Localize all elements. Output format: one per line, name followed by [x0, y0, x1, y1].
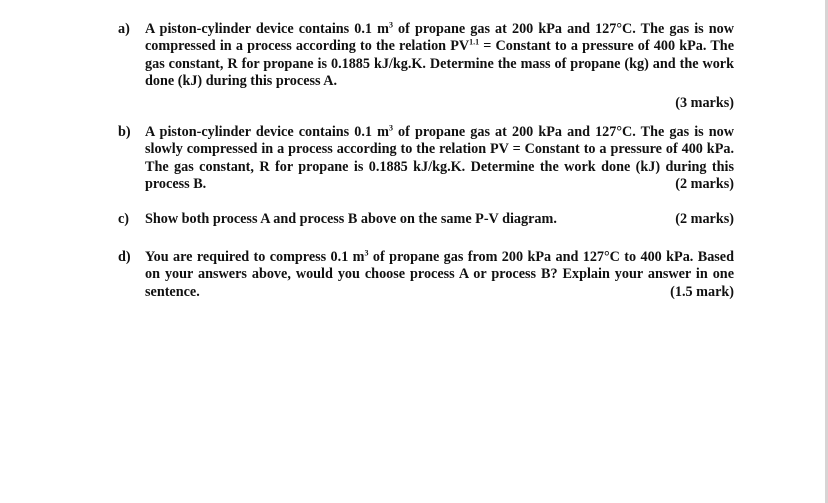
- question-d: [118, 249, 734, 301]
- superscript: 3: [388, 123, 393, 133]
- text: compressed in a process according to the relation PV: [145, 38, 470, 55]
- question-label: b): [118, 124, 131, 140]
- text: A piston-cylinder device contains 0.1 m: [145, 124, 389, 140]
- question-line: The gas constant, R for propane is 0.1885 kJ/kg.K. Determine the work done (kJ) during this: [145, 158, 734, 175]
- marks: (2 marks): [675, 175, 734, 192]
- text: A piston-cylinder device contains 0.1 m: [145, 21, 389, 37]
- question-line: [145, 38, 734, 55]
- question-a: [118, 21, 734, 112]
- superscript: 3: [388, 20, 393, 30]
- question-line: [145, 249, 734, 266]
- question-line: process B.: [145, 175, 207, 192]
- question-label: d): [118, 249, 131, 265]
- question-label: c): [118, 211, 130, 227]
- text: of propane gas from 200 kPa and 127°C to 400 kPa. Based: [368, 249, 734, 265]
- question-c: [118, 211, 734, 228]
- question-b: [118, 124, 734, 193]
- question-line: [145, 124, 734, 141]
- text: of propane gas at 200 kPa and 127°C. The gas is now: [392, 124, 734, 140]
- superscript: 3: [364, 248, 369, 258]
- marks: (3 marks): [675, 95, 734, 112]
- superscript: 1.1: [469, 37, 480, 47]
- text: You are required to compress 0.1 m: [145, 249, 365, 265]
- question-line: slowly compressed in a process according to the relation PV = Constant to a pressure of 400 kPa.: [145, 141, 734, 158]
- marks: (2 marks): [675, 211, 734, 227]
- question-label: a): [118, 21, 130, 37]
- question-last-row: [145, 176, 734, 193]
- question-line: Show both process A and process B above on the same P-V diagram.: [145, 211, 557, 227]
- marks: (1.5 mark): [670, 283, 734, 300]
- question-last-row: [145, 284, 734, 301]
- question-line: [145, 21, 734, 38]
- text: = Constant to a pressure of 400 kPa. The: [479, 38, 734, 55]
- question-line: sentence.: [145, 283, 200, 300]
- question-line: done (kJ) during this process A.: [145, 72, 338, 89]
- question-line: on your answers above, would you choose process A or process B? Explain your answer in one: [145, 266, 734, 283]
- question-line: gas constant, R for propane is 0.1885 kJ/kg.K. Determine the mass of propane (kg) and the work: [145, 55, 734, 72]
- text: of propane gas at 200 kPa and 127°C. The gas is now: [392, 21, 734, 37]
